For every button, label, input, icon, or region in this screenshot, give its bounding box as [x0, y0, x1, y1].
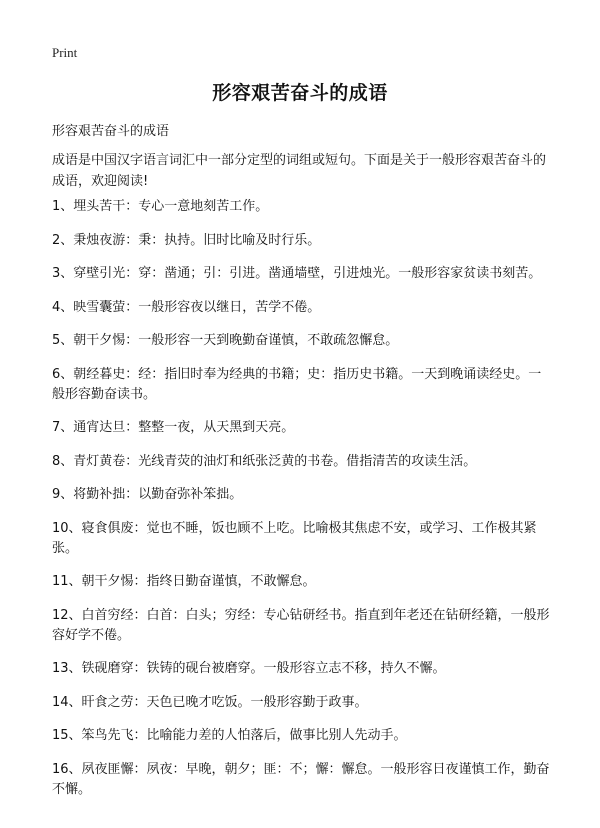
print-link[interactable]: Print	[52, 45, 78, 60]
list-item: 15、笨鸟先飞：比喻能力差的人怕落后，做事比别人先动手。	[52, 728, 407, 743]
list-item: 14、旰食之劳：天色已晚才吃饭。一般形容勤于政事。	[52, 694, 368, 710]
article-subtitle: 形容艰苦奋斗的成语	[52, 124, 170, 139]
list-item: 9、将勤补拙：以勤奋弥补笨拙。	[52, 487, 243, 502]
idiom-list	[52, 197, 552, 813]
list-item: 5、朝干夕惕：一般形容一天到晚勤奋谨慎，不敢疏忽懈怠。	[52, 333, 399, 348]
list-item: 12、白首穷经：白首：白头；穷经：专心钻研经书。指直到年老还在钻研经籍，一般形容好学不倦。	[52, 607, 550, 643]
list-item: 1、埋头苦干：专心一意地刻苦工作。	[52, 199, 269, 214]
list-item: 11、朝干夕惕：指终日勤奋谨慎，不敢懈怠。	[52, 574, 316, 589]
list-item: 13、铁砚磨穿：铁铸的砚台被磨穿。一般形容立志不移，持久不懈。	[52, 661, 446, 676]
list-item: 6、朝经暮史：经：指旧时奉为经典的书籍；史：指历史书籍。一天到晚诵读经史。一般形容勤奋读书。	[52, 366, 542, 402]
list-item: 2、秉烛夜游：秉：执持。旧时比喻及时行乐。	[52, 232, 321, 248]
list-item: 16、夙夜匪懈：夙夜：早晚，朝夕；匪：不；懈：懈怠。一般形容日夜谨慎工作，勤奋不懈。	[52, 761, 550, 797]
list-item: 7、通宵达旦：整整一夜，从天黑到天亮。	[52, 420, 295, 435]
list-item: 10、寝食俱废：觉也不睡，饭也顾不上吃。比喻极其焦虑不安，或学习、工作极其紧张。	[52, 520, 537, 556]
article-intro: 成语是中国汉字语言词汇中一部分定型的词组或短句。下面是关于一般形容艰苦奋斗的成语，欢迎阅读!	[52, 153, 547, 189]
list-item: 4、映雪囊萤：一般形容夜以继日，苦学不倦。	[52, 299, 321, 315]
list-item: 8、青灯黄卷：光线青荧的油灯和纸张泛黄的书卷。借指清苦的攻读生活。	[52, 453, 477, 469]
list-item: 3、穿壁引光：穿：凿通；引：引进。凿通墙壁，引进烛光。一般形容家贫读书刻苦。	[52, 266, 542, 281]
page-title: 形容艰苦奋斗的成语	[212, 82, 388, 104]
